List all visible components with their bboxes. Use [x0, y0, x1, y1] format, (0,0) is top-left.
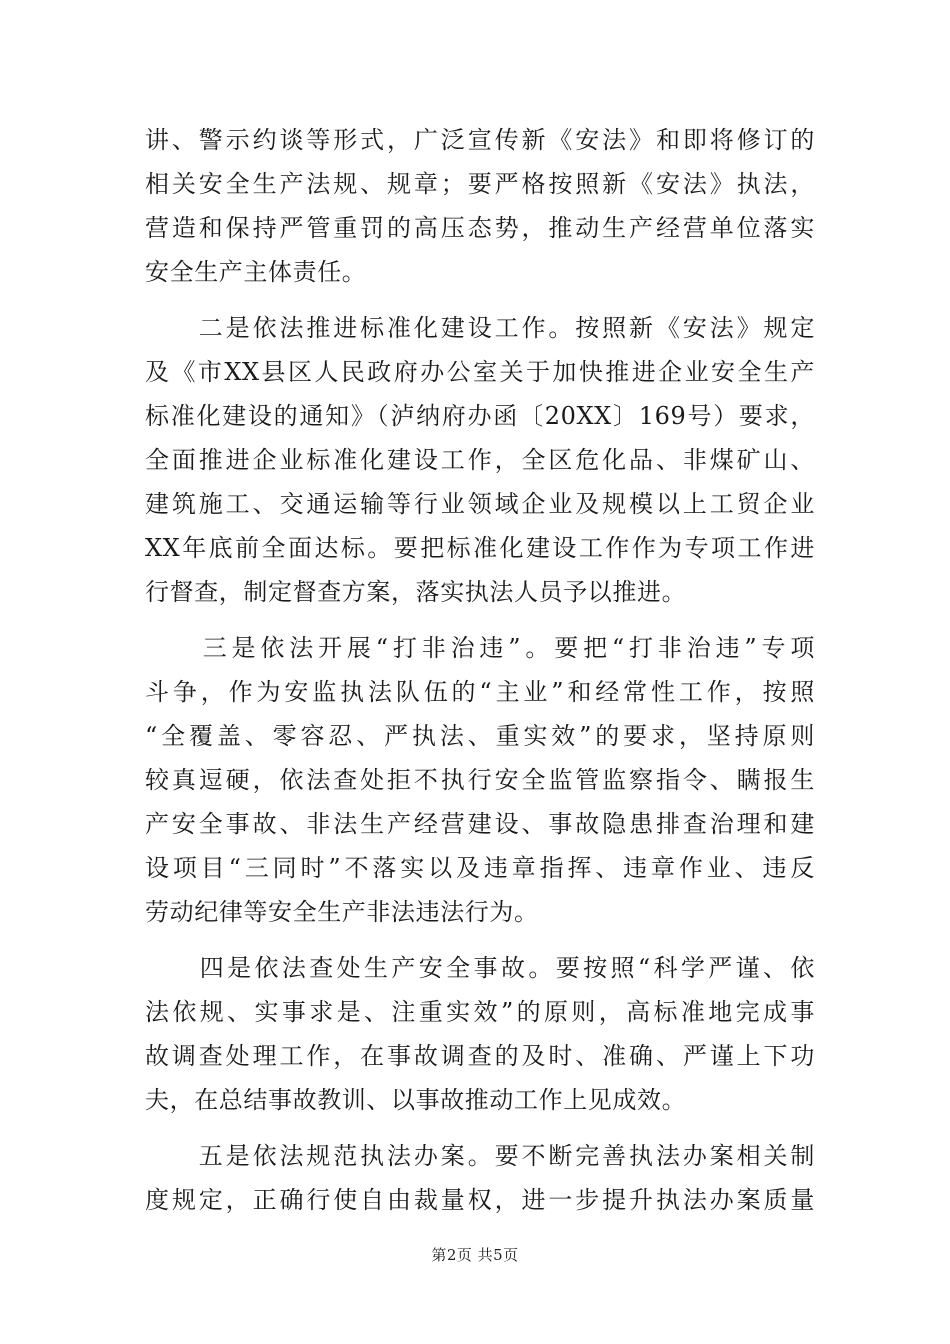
text-line: 四是依法查处生产安全事故。要按照“科学严谨、依: [145, 954, 815, 982]
text-line: 及《市XX县区人民政府办公室关于加快推进企业安全生产: [145, 358, 815, 386]
paragraph: [145, 946, 815, 1122]
paragraph: [145, 306, 815, 614]
text-line: 二是依法推进标准化建设工作。按照新《安法》规定: [145, 314, 815, 342]
text-line: 劳动纪律等安全生产非法违法行为。: [145, 898, 539, 926]
text-line: 斗争，作为安监执法队伍的“主业”和经常性工作，按照: [145, 678, 815, 706]
text-line: “全覆盖、零容忍、严执法、重实效”的要求，坚持原则: [145, 722, 815, 750]
text-line: 度规定，正确行使自由裁量权，进一步提升执法办案质量: [145, 1186, 815, 1214]
text-line: 设项目“三同时”不落实以及违章指挥、违章作业、违反: [145, 854, 815, 882]
paragraph: [145, 626, 815, 934]
text-line: 行督查，制定督查方案，落实执法人员予以推进。: [145, 578, 687, 606]
text-line: 标准化建设的通知》（泸纳府办函〔20XX〕169号）要求，: [145, 402, 815, 430]
text-line: 建筑施工、交通运输等行业领域企业及规模以上工贸企业: [145, 490, 815, 518]
text-line: XX年底前全面达标。要把标准化建设工作作为专项工作进: [145, 534, 815, 562]
text-line: 相关安全生产法规、规章；要严格按照新《安法》执法，: [145, 170, 815, 198]
text-line: 五是依法规范执法办案。要不断完善执法办案相关制: [145, 1142, 815, 1170]
text-line: 较真逗硬，依法查处拒不执行安全监管监察指令、瞒报生: [145, 766, 815, 794]
text-line: 营造和保持严管重罚的高压态势，推动生产经营单位落实: [145, 214, 815, 242]
text-line: 全面推进企业标准化建设工作，全区危化品、非煤矿山、: [145, 446, 815, 474]
paragraph: [145, 118, 815, 294]
text-line: 讲、警示约谈等形式，广泛宣传新《安法》和即将修订的: [145, 126, 815, 154]
text-line: 安全生产主体责任。: [145, 258, 367, 286]
text-line: 法依规、实事求是、注重实效”的原则，高标准地完成事: [145, 998, 815, 1026]
text-line: 三是依法开展“打非治违”。要把“打非治违”专项: [145, 634, 815, 662]
text-line: 产安全事故、非法生产经营建设、事故隐患排查治理和建: [145, 810, 815, 838]
text-line: 故调查处理工作，在事故调查的及时、准确、严谨上下功: [145, 1042, 815, 1070]
document-body: [145, 118, 815, 1222]
text-line: 夫，在总结事故教训、以事故推动工作上见成效。: [145, 1086, 687, 1114]
paragraph: [145, 1134, 815, 1222]
page-number: 第2页 共5页: [431, 1246, 519, 1264]
